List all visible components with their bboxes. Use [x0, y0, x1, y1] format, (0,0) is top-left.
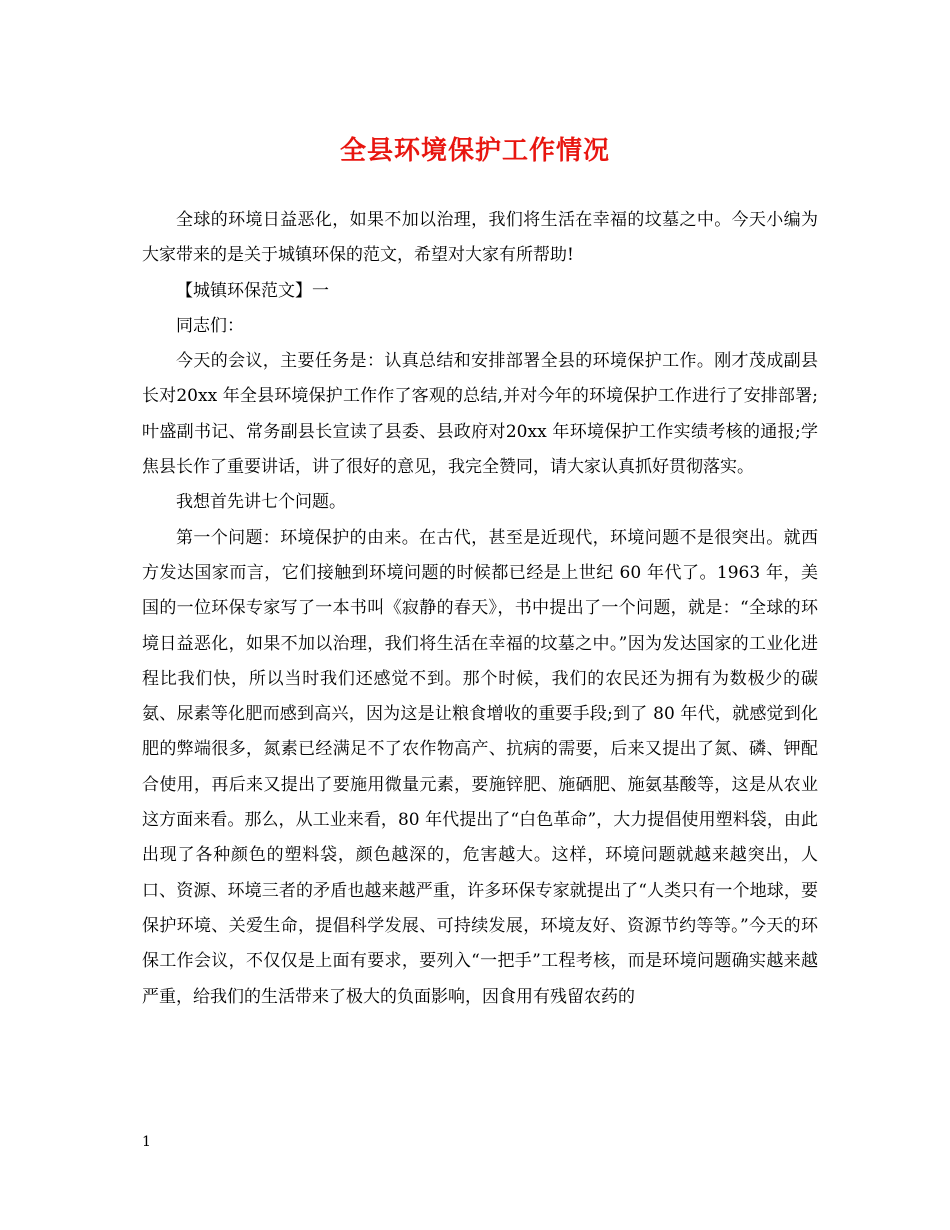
paragraph-section-heading: 【城镇环保范文】一 — [176, 280, 329, 301]
paragraph-meeting-summary: 今天的会议，主要任务是：认真总结和安排部署全县的环境保护工作。刚才茂成副县长对20xx 年全县环境保护工作作了客观的总结,并对今年的环境保护工作进行了安排部署;叶盛副书记、常务副县长宣读了县委、县政府对20xx 年环境保护工作实绩考核的通报;学焦县长作了重要讲话，讲了很好的意见，我完全赞同，请大家认真抓好贯彻落实。 — [142, 351, 818, 478]
document-title: 全县环境保护工作情况 — [339, 136, 610, 166]
page-number: 1 — [142, 1134, 151, 1150]
paragraph-seven-issues: 我想首先讲七个问题。 — [176, 492, 346, 513]
document-body — [142, 203, 818, 1015]
paragraph-intro: 全球的环境日益恶化，如果不加以治理，我们将生活在幸福的坟墓之中。今天小编为大家带来的是关于城镇环保的范文，希望对大家有所帮助! — [142, 210, 818, 266]
paragraph-first-issue: 第一个问题：环境保护的由来。在古代，甚至是近现代，环境问题不是很突出。就西方发达国家而言，它们接触到环境问题的时候都已经是上世纪 60 年代了。1963 年，美国的一位环保专家写了一本书叫《寂静的春天》，书中提出了一个问题，就是：“全球的环境日益恶化，如果不加以治理，我们将生活在幸福的坟墓之中。”因为发达国家的工业化进程比我们快，所以当时我们还感觉不到。那个时候，我们的农民还为拥有为数极少的碳氨、尿素等化肥而感到高兴，因为这是让粮食增收的重要手段;到了 80 年代，就感觉到化肥的弊端很多，氮素已经满足不了农作物高产、抗病的需要，后来又提出了氮、磷、钾配合使用，再后来又提出了要施用微量元素，要施锌肥、施硒肥、施氨基酸等，这是从农业这方面来看。那么，从工业来看，80 年代提出了“白色革命”，大力提倡使用塑料袋，由此出现了各种颜色的塑料袋，颜色越深的，危害越大。这样，环境问题就越来越突出，人口、资源、环境三者的矛盾也越来越严重，许多环保专家就提出了“人类只有一个地球，要保护环境、关爱生命，提倡科学发展、可持续发展，环境友好、资源节约等等。”今天的环保工作会议，不仅仅是上面有要求，要列入“一把手”工程考核，而是环境问题确实越来越严重，给我们的生活带来了极大的负面影响，因食用有残留农药的 — [142, 527, 818, 1007]
paragraph-salutation: 同志们： — [176, 315, 244, 336]
